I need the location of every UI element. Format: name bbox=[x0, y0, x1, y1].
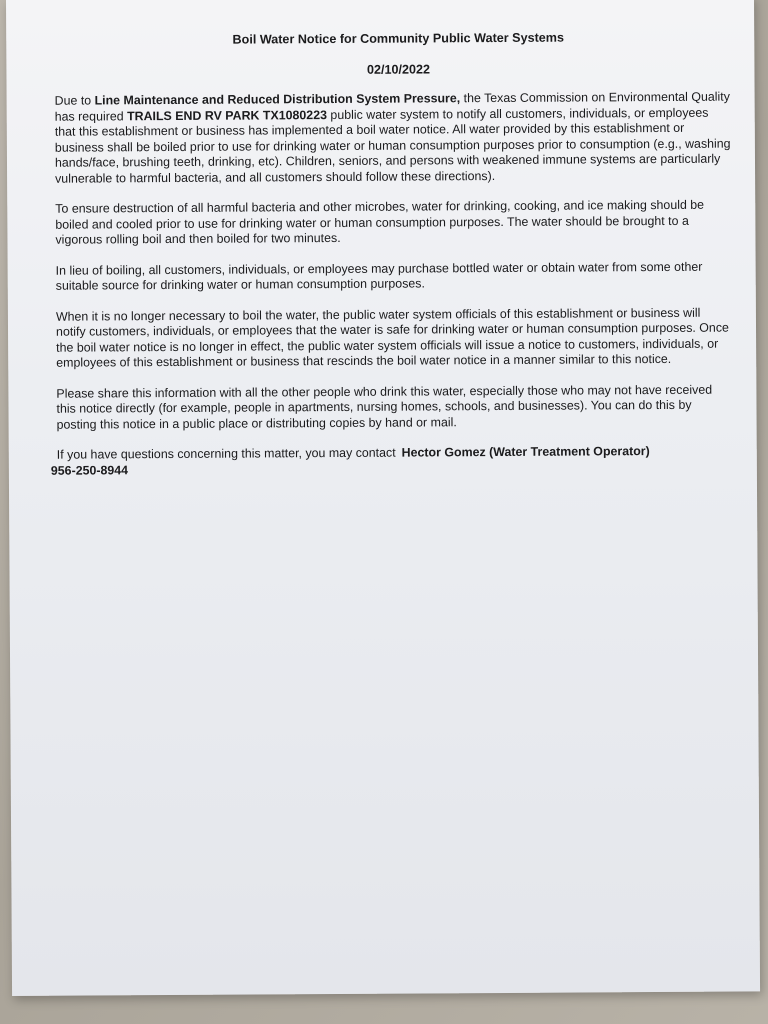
notice-body bbox=[50, 30, 733, 479]
notice-date: 02/10/2022 bbox=[366, 61, 430, 77]
paragraph-reason bbox=[55, 90, 732, 187]
notice-title: Boil Water Notice for Community Public Water Systems bbox=[232, 30, 565, 47]
contact-phone: 956-250-8944 bbox=[50, 462, 129, 478]
paper-sheet bbox=[6, 0, 760, 996]
paragraph-share: Please share this information with all the other people who drink this water, especially those who may not have received this notice directly (for example, people in apartments, nursing homes, schools, and businesses). You can do this by posting this notice in a public place or distributing copies by hand or mail. bbox=[56, 382, 713, 432]
paragraph-rescind: When it is no longer necessary to boil the water, the public water system officials of this establishment or business will notify customers, individuals, or employees that the water is safe for drinking water or human consumption purposes. Once the boil water notice is no longer in effect, the public water system officials will issue a notice to customers, individuals, or employees of this establishment or business that rescinds the boil water notice in a manner similar to this notice. bbox=[55, 305, 729, 370]
p1-pre: Due to bbox=[54, 93, 95, 108]
p1-system: TRAILS END RV PARK TX1080223 bbox=[126, 107, 327, 123]
contact-name: Hector Gomez (Water Treatment Operator) bbox=[401, 444, 650, 460]
p1-reason: Line Maintenance and Reduced Distribution System Pressure, bbox=[94, 91, 461, 108]
p1-post: public water system to notify all customers, individuals, or employees that this establishment or business has implemented a boil water notice. All water provided by this establishment or business shall be boiled prior to use for drinking water or human consumption purposes prior to consumption (e.g., washing hands/face, brushing teeth, drinking, etc). Children, seniors, and persons with weakened immune systems are particularly vulnerable to harmful bacteria, and all customers should follow these directions). bbox=[54, 105, 731, 186]
p1-mid: the Texas Commission on Environmental Quality has required bbox=[54, 89, 730, 124]
paragraph-boil-instructions: To ensure destruction of all harmful bacteria and other microbes, water for drinking, cooking, and ice making should be boiled and cooled prior to use for drinking water or human consumption purposes. The water should be brought to a vigorous rolling boil and then boiled for two minutes. bbox=[55, 197, 705, 247]
contact-text: If you have questions concerning this matter, you may contact bbox=[56, 445, 396, 462]
paragraph-alternatives: In lieu of boiling, all customers, individuals, or employees may purchase bottled water or obtain water from some other suitable source for drinking water or human consumption purposes. bbox=[55, 259, 703, 293]
